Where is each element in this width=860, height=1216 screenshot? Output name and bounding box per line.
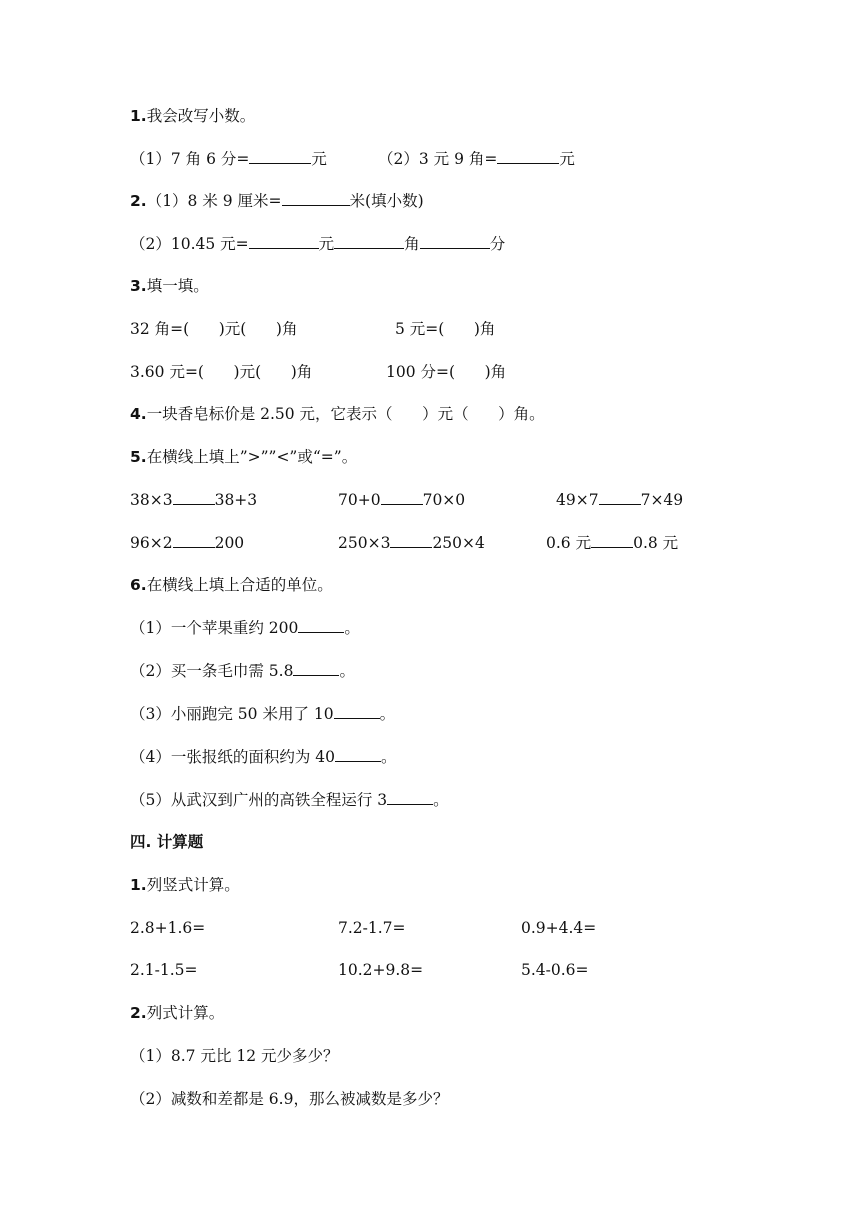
- unit: 米(填小数): [349, 192, 424, 210]
- prompt: （2）10.45 元=: [130, 235, 249, 253]
- answer-blank[interactable]: [497, 149, 559, 164]
- section-4-question-1-title: [130, 875, 240, 895]
- question-2-part-a: [130, 191, 424, 211]
- question-number: 1.: [130, 876, 147, 894]
- answer-blank[interactable]: [293, 661, 339, 676]
- question-text: 一块香皂标价是 2.50 元，它表示（ ）元（ ）角。: [146, 405, 545, 423]
- unit: 元: [559, 150, 575, 168]
- answer-blank[interactable]: [599, 490, 641, 505]
- answer-blank[interactable]: [298, 618, 344, 633]
- answer-blank[interactable]: [249, 149, 311, 164]
- answer-blank[interactable]: [420, 234, 490, 249]
- question-1-part-b: [378, 149, 575, 169]
- question-number: 5.: [130, 448, 147, 466]
- question-4: [130, 404, 545, 424]
- calc-word-problem: （1）8.7 元比 12 元少多少？: [130, 1047, 339, 1065]
- compare-item: 250×3 250×4: [338, 534, 485, 552]
- unit-item: （1）一个苹果重约 200 。: [130, 619, 360, 637]
- question-3-title: [130, 276, 209, 296]
- question-6-title: [130, 575, 333, 595]
- question-number: 3.: [130, 277, 147, 295]
- answer-blank[interactable]: [173, 533, 215, 548]
- answer-blank[interactable]: [591, 533, 633, 548]
- unit-item: （3）小丽跑完 50 米用了 10 。: [130, 705, 396, 723]
- answer-blank[interactable]: [334, 704, 380, 719]
- compare-item: 96×2 200: [130, 534, 245, 552]
- prompt: （1）8 米 9 厘米=: [146, 192, 282, 210]
- question-3-item: 5 元=( )角: [395, 320, 496, 338]
- question-number: 4.: [130, 405, 147, 423]
- question-3-item: 3.60 元=( )元( )角: [130, 363, 313, 381]
- question-text: 我会改写小数。: [146, 107, 256, 125]
- answer-blank[interactable]: [249, 234, 319, 249]
- calc-item: 7.2-1.7=: [338, 919, 406, 937]
- answer-blank[interactable]: [335, 747, 381, 762]
- calc-item: 5.4-0.6=: [521, 961, 589, 979]
- answer-blank[interactable]: [390, 533, 432, 548]
- question-number: 2.: [130, 1004, 147, 1022]
- prompt: （2）3 元 9 角=: [378, 150, 498, 168]
- question-text: 列式计算。: [146, 1004, 225, 1022]
- question-text: 在横线上填上合适的单位。: [146, 576, 333, 594]
- question-1-title: [130, 106, 255, 126]
- question-text: 列竖式计算。: [146, 876, 240, 894]
- compare-item: 49×7 7×49: [556, 491, 684, 509]
- question-3-item: 100 分=( )角: [386, 363, 507, 381]
- calc-item: 2.1-1.5=: [130, 961, 198, 979]
- calc-item: 2.8+1.6=: [130, 919, 206, 937]
- question-number: 2.: [130, 192, 147, 210]
- question-text: 在横线上填上”>””<”或“=”。: [146, 448, 358, 466]
- unit: 元: [311, 150, 327, 168]
- question-5-title: [130, 447, 357, 467]
- section-4-question-2-title: [130, 1003, 224, 1023]
- question-number: 6.: [130, 576, 147, 594]
- unit: 分: [489, 235, 506, 253]
- calc-item: 0.9+4.4=: [521, 919, 597, 937]
- calc-word-problem: （2）减数和差都是 6.9，那么被减数是多少？: [130, 1090, 449, 1108]
- question-text: 填一填。: [146, 277, 209, 295]
- answer-blank[interactable]: [334, 234, 404, 249]
- calc-item: 10.2+9.8=: [338, 961, 424, 979]
- unit-item: （4）一张报纸的面积约为 40 。: [130, 748, 397, 766]
- compare-item: 38×3 38+3: [130, 491, 258, 509]
- answer-blank[interactable]: [387, 790, 433, 805]
- answer-blank[interactable]: [282, 191, 350, 206]
- question-number: 1.: [130, 107, 147, 125]
- question-3-item: 32 角=( )元( )角: [130, 320, 298, 338]
- unit: 元: [318, 235, 335, 253]
- section-heading: 四. 计算题: [130, 833, 204, 851]
- compare-item: 70+0 70×0: [338, 491, 466, 509]
- unit-item: （2）买一条毛巾需 5.8 。: [130, 662, 355, 680]
- answer-blank[interactable]: [381, 490, 423, 505]
- unit-item: （5）从武汉到广州的高铁全程运行 3 。: [130, 791, 449, 809]
- prompt: （1）7 角 6 分=: [130, 150, 250, 168]
- answer-blank[interactable]: [173, 490, 215, 505]
- compare-item: 0.6 元 0.8 元: [546, 534, 679, 552]
- question-1-part-a: [130, 149, 327, 169]
- unit: 角: [404, 235, 420, 253]
- question-2-part-b: [130, 234, 505, 254]
